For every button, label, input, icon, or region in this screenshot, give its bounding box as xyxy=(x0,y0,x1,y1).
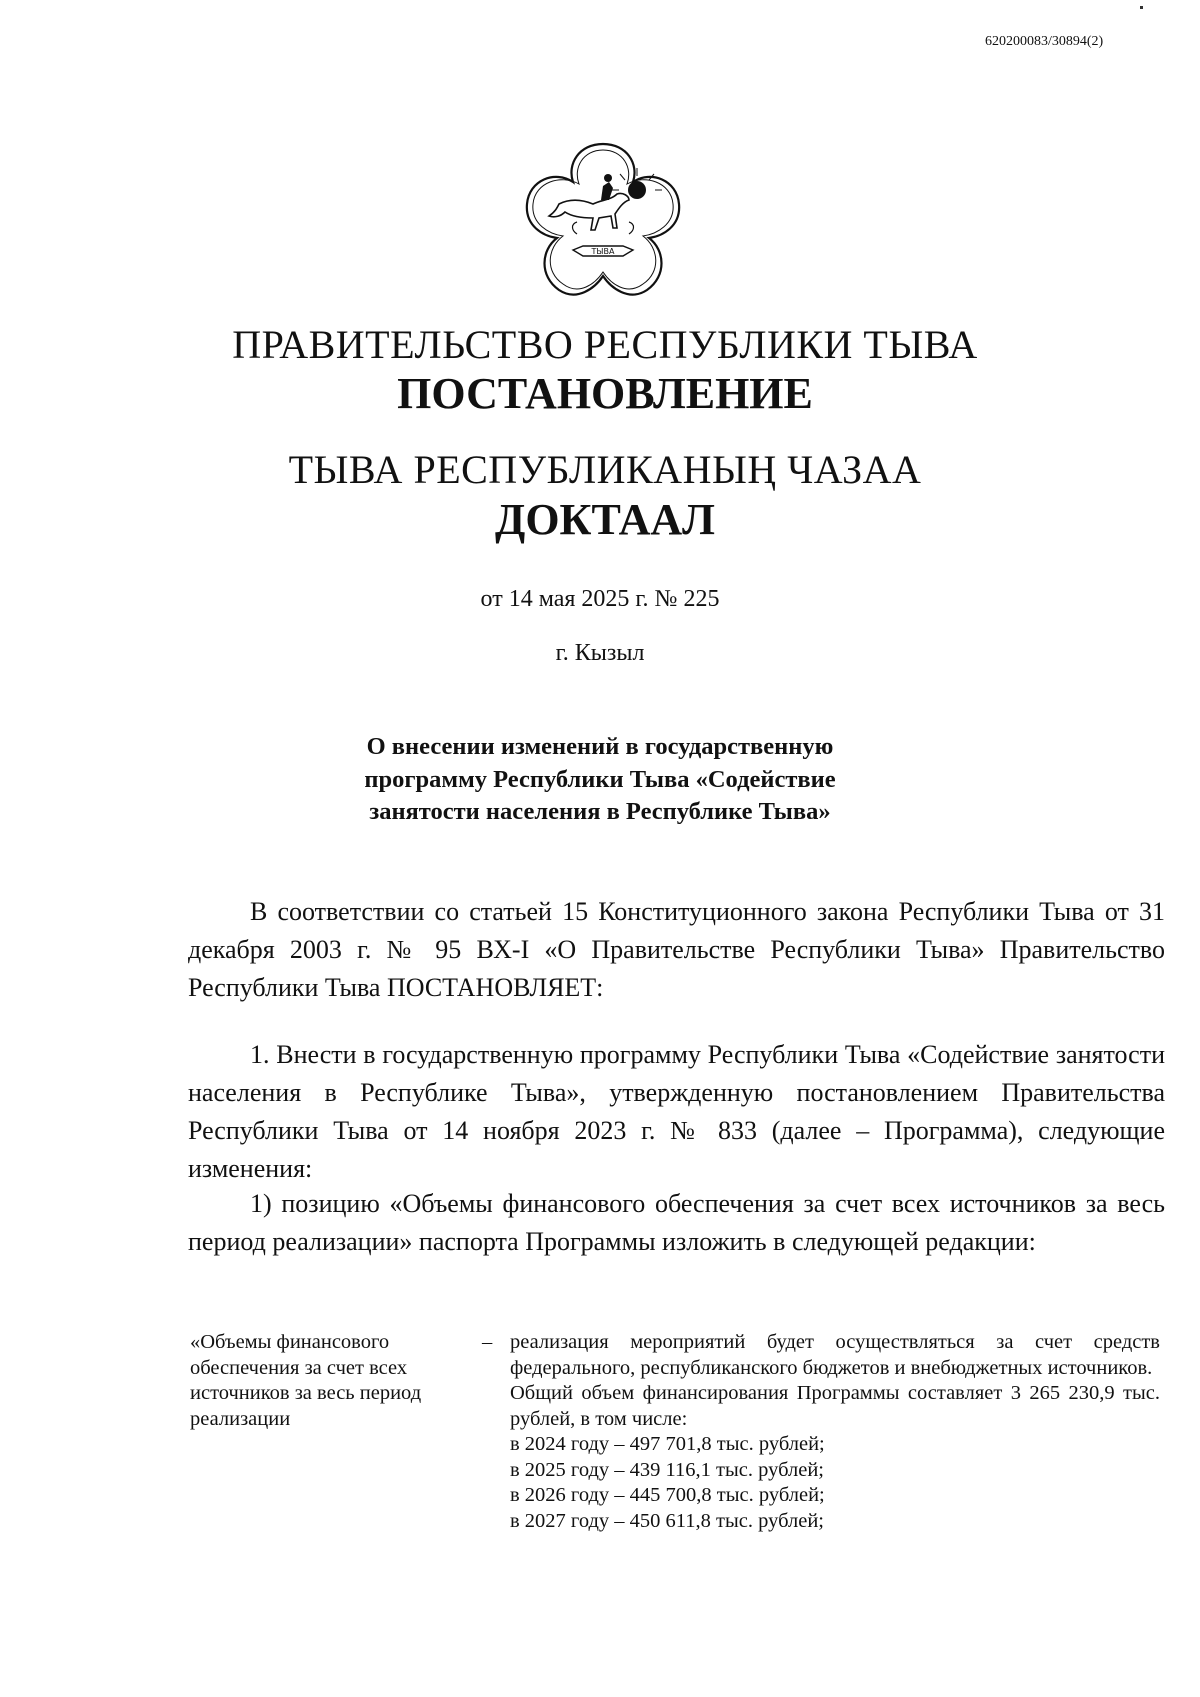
preamble-text: В соответствии со статьей 15 Конституционного закона Республики Тыва от 31 декабря 2003 г. № 95 ВХ-I «О Правительстве Республики Тыва» Правительство Республики Тыва ПОСТАНОВЛЯЕТ: xyxy=(188,897,1165,1002)
subject-line: программу Республики Тыва «Содействие xyxy=(364,765,836,793)
table-label-line: источников за весь период xyxy=(190,1382,422,1404)
financing-total: Общий объем финансирования Программы составляет 3 265 230,9 тыс. рублей, в том числе: xyxy=(510,1382,1160,1430)
decree-city: г. Кызыл xyxy=(555,640,645,666)
preamble-paragraph xyxy=(188,893,1165,1007)
government-title-tyv: ТЫВА РЕСПУБЛИКАНЫҢ ЧАЗАА xyxy=(288,447,922,492)
emblem-of-tuva xyxy=(519,138,687,306)
emblem-text: ТЫВА xyxy=(591,247,615,256)
scan-mark xyxy=(1140,6,1143,9)
financing-intro: реализация мероприятий будет осуществляться за счет средств федерального, республиканского бюджетов и внебюджетных источников. xyxy=(510,1331,1160,1379)
table-dash: – xyxy=(482,1331,493,1353)
subject-line: О внесении изменений в государственную xyxy=(366,733,834,760)
financing-year-item: в 2024 году – 497 701,8 тыс. рублей; xyxy=(510,1433,825,1455)
financing-year-item: в 2025 году – 439 116,1 тыс. рублей; xyxy=(510,1458,824,1481)
table-label-line: обеспечения за счет всех xyxy=(190,1356,408,1379)
clause-1-text: 1. Внести в государственную программу Республики Тыва «Содействие занятости населения в Республике Тыва», утвержденную постановлением Правительства Республики Тыва от 14 ноября 2023 г. № 833 (далее – Программа), следующие изменения: xyxy=(188,1040,1165,1183)
subclause-1-text: 1) позицию «Объемы финансового обеспечения за счет всех источников за весь период реализации» паспорта Программы изложить в следующей редакции: xyxy=(188,1189,1165,1256)
decree-dateline: от 14 мая 2025 г. № 225 xyxy=(480,586,720,612)
subclause-1-paragraph xyxy=(188,1185,1165,1261)
table-label-line: «Объемы финансового xyxy=(190,1331,390,1353)
table-label-line: реализации xyxy=(190,1407,291,1430)
clause-1-paragraph xyxy=(188,1036,1165,1188)
subject-line: занятости населения в Республике Тыва» xyxy=(369,798,831,825)
decree-title-ru: ПОСТАНОВЛЕНИЕ xyxy=(397,369,813,418)
government-title-ru: ПРАВИТЕЛЬСТВО РЕСПУБЛИКИ ТЫВА xyxy=(232,322,978,367)
decree-title-tyv: ДОКТААЛ xyxy=(495,495,715,544)
document-number: 620200083/30894(2) xyxy=(985,34,1104,49)
decree-subject xyxy=(300,731,900,829)
financing-year-item: в 2027 году – 450 611,8 тыс. рублей; xyxy=(510,1509,824,1532)
table-label-column xyxy=(190,1330,480,1432)
table-value-column xyxy=(510,1330,1160,1534)
financing-year-item: в 2026 году – 445 700,8 тыс. рублей; xyxy=(510,1484,825,1506)
